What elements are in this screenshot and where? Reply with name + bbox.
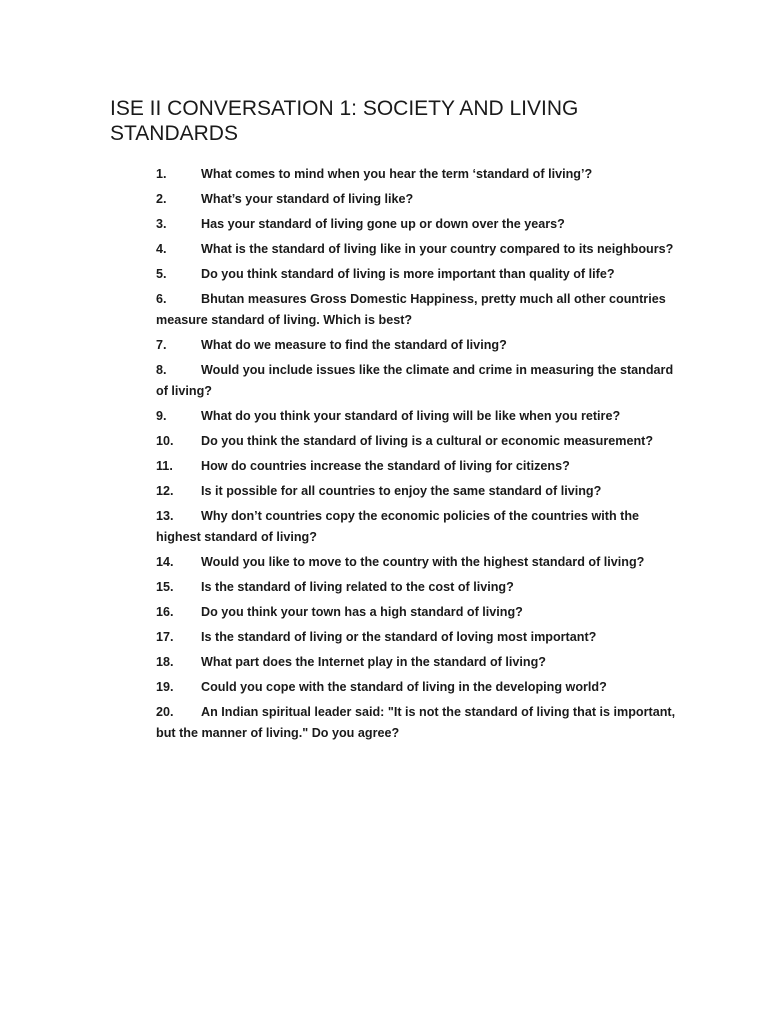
question-number: 3. bbox=[156, 217, 167, 231]
question-text: What do we measure to find the standard of living? bbox=[201, 338, 507, 352]
question-text: Do you think your town has a high standard of living? bbox=[201, 605, 523, 619]
question-text: How do countries increase the standard of living for citizens? bbox=[201, 459, 570, 473]
question-number: 15. bbox=[156, 580, 174, 594]
question-text: Could you cope with the standard of living in the developing world? bbox=[201, 680, 607, 694]
question-number: 10. bbox=[156, 434, 174, 448]
question-number: 20. bbox=[156, 705, 174, 719]
question-item bbox=[156, 239, 676, 260]
question-number: 4. bbox=[156, 242, 167, 256]
question-item bbox=[156, 577, 676, 598]
question-number: 6. bbox=[156, 292, 167, 306]
question-item bbox=[156, 702, 676, 744]
question-number: 9. bbox=[156, 409, 167, 423]
question-text: Is the standard of living or the standard of loving most important? bbox=[201, 630, 597, 644]
question-number: 11. bbox=[156, 459, 173, 473]
question-text: Do you think the standard of living is a cultural or economic measurement? bbox=[201, 434, 654, 448]
question-item bbox=[156, 289, 676, 331]
question-item bbox=[156, 264, 676, 285]
question-text: Is the standard of living related to the cost of living? bbox=[201, 580, 514, 594]
question-number: 2. bbox=[156, 192, 167, 206]
question-item bbox=[156, 164, 676, 185]
question-number: 17. bbox=[156, 630, 174, 644]
question-item bbox=[156, 552, 676, 573]
question-text: What’s your standard of living like? bbox=[201, 192, 414, 206]
question-item bbox=[156, 506, 676, 548]
question-item bbox=[156, 652, 676, 673]
question-text: Would you include issues like the climate and crime in measuring the standard of living? bbox=[156, 363, 674, 398]
question-number: 18. bbox=[156, 655, 174, 669]
question-number: 8. bbox=[156, 363, 167, 377]
question-text: Would you like to move to the country with the highest standard of living? bbox=[201, 555, 645, 569]
question-number: 12. bbox=[156, 484, 174, 498]
question-list bbox=[156, 164, 676, 748]
question-item bbox=[156, 431, 676, 452]
question-text: What is the standard of living like in your country compared to its neighbours? bbox=[201, 242, 674, 256]
question-number: 14. bbox=[156, 555, 174, 569]
question-text: What part does the Internet play in the standard of living? bbox=[201, 655, 546, 669]
question-item bbox=[156, 481, 676, 502]
question-item bbox=[156, 456, 676, 477]
question-text: Why don’t countries copy the economic policies of the countries with the highest standard of living? bbox=[156, 509, 640, 544]
question-item bbox=[156, 189, 676, 210]
question-item bbox=[156, 627, 676, 648]
question-item bbox=[156, 602, 676, 623]
question-text: Has your standard of living gone up or down over the years? bbox=[201, 217, 565, 231]
question-text: Do you think standard of living is more important than quality of life? bbox=[201, 267, 615, 281]
question-item bbox=[156, 677, 676, 698]
question-text: An Indian spiritual leader said: "It is not the standard of living that is important, but the manner of living." Do you agree? bbox=[156, 705, 676, 740]
question-number: 5. bbox=[156, 267, 167, 281]
question-item bbox=[156, 335, 676, 356]
question-item bbox=[156, 406, 676, 427]
question-item bbox=[156, 360, 676, 402]
question-number: 13. bbox=[156, 509, 174, 523]
question-text: What do you think your standard of living will be like when you retire? bbox=[201, 409, 621, 423]
question-text: Bhutan measures Gross Domestic Happiness, pretty much all other countries measure standard of living. Which is best? bbox=[156, 292, 666, 327]
question-number: 1. bbox=[156, 167, 167, 181]
document-title: ISE II CONVERSATION 1: SOCIETY AND LIVING STANDARDS bbox=[110, 97, 579, 145]
question-number: 7. bbox=[156, 338, 167, 352]
question-number: 19. bbox=[156, 680, 174, 694]
question-number: 16. bbox=[156, 605, 174, 619]
question-text: Is it possible for all countries to enjoy the same standard of living? bbox=[201, 484, 602, 498]
question-item bbox=[156, 214, 676, 235]
question-text: What comes to mind when you hear the term ‘standard of living’? bbox=[201, 167, 593, 181]
